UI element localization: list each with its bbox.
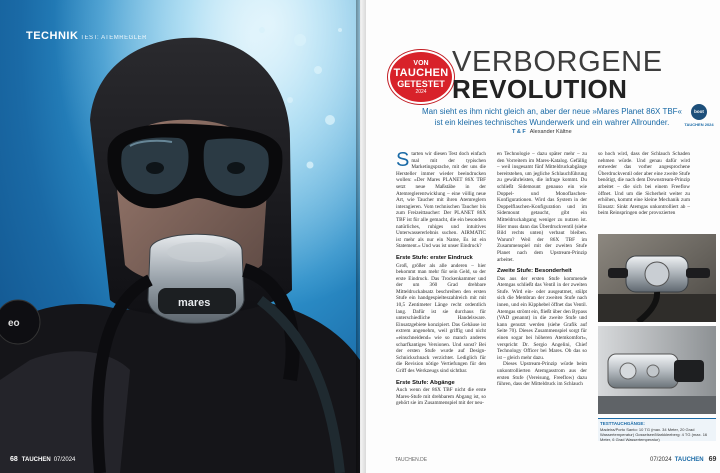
- magazine-name-left: TAUCHEN: [21, 457, 51, 463]
- col1-para1: tarten wir diesen Test doch einfach mal mit der typischen Marketingsprache, mit der uns die Hersteller immer wieder beeindrucken wollen: »Der Mares PLANET 86X TBF setzt neue Maßstäbe in der Atemreglerentwicklung – eine völlig neue Art, wie Taucher mit ihren Atemreglern interagieren. Vom technischen Taucher bis zum Freizeittaucher: Der PLANET 86X TBF ist für alle gemacht, die ein besonders natürliches, ruhiges und intuitives Unterwassererlebnis suchen. AIRMATIC ist mehr als nur ein Name, Es ist ein Statement.« Und was ist unser Eindruck?: [396, 151, 486, 250]
- credit-label: T & F: [512, 129, 526, 135]
- dive-mask: [107, 124, 282, 209]
- col2-para3: Dieses Upstream-Prinzip würde beim unkontrollierten Atemgasstrom aus der ersten Stufe (Vereisung, Freeflow) dazu führen, dass der Mitteldruck im Schlauch: [497, 361, 587, 388]
- headline-line1: VERBORGENE: [452, 46, 663, 78]
- author-name: Alexander Kältne: [529, 129, 572, 135]
- test-dives-title: TESTTAUCHGÄNGE:: [600, 421, 645, 426]
- col2-para1: en Technologie – dazu später mehr – zu den Vorreitern im Mares-Katalog. Gefällig – weil insgesamt fünf Mitteldruckabgänge bereitstehen, um jegliche Schlauchführung zu gewährleisten, die infrage kommt. Du schließt Sidemount genauso ein wie Doppel- und Monoflaschen-Konfigurationen. Wird das System in der Doppelflaschen-Konfiguration und im Sidemount getaucht, gibt ein Mitteldruckabgang weniger zu nutzen ist. Hier muss dann das Überdruckventil (siehe Bild rechts unten) verbaut bleiben. Warum? Weil der 86X TBF im Zusammenspiel mit der zweiten Stufe Planet nach dem Upstream-Prinzip arbeitet.: [497, 151, 587, 263]
- dropcap: S: [396, 149, 410, 171]
- test-dives-box: [598, 418, 716, 441]
- col1-heading2: Erste Stufe: Abgänge: [396, 379, 455, 386]
- shoulder-logo: [0, 300, 40, 344]
- col2-heading1: Zweite Stufe: Besonderheit: [497, 268, 572, 275]
- section-title: TECHNIK: [26, 30, 79, 42]
- col1-para3: Auch wenn der 86X TBF nicht die erste Mares-Stufe mit drehbarem Abgang ist, so gehört sie im Zusammenspiel mit der neu-: [396, 387, 486, 407]
- lead-paragraph: Man sieht es ihm nicht gleich an, aber der neue »Mares Planet 86X TBF« ist ein kleines technisches Wunderwerk und ein wahrer Allrounder.: [422, 107, 682, 127]
- regulator-photo-bottom: [598, 326, 716, 414]
- website-label: TAUCHEN.DE: [395, 457, 428, 463]
- section-subtitle: TEST: ATEMREGLER: [80, 35, 147, 41]
- boot-year-label: TAUCHEN 2024: [684, 122, 714, 127]
- regulator-photo-top: [598, 234, 716, 322]
- badge-line1: VON: [413, 60, 429, 67]
- headline-line2: REVOLUTION: [452, 74, 628, 104]
- page-number-right: 69: [708, 456, 717, 463]
- svg-text:eo: eo: [8, 318, 20, 329]
- text-column-1: [396, 151, 486, 407]
- text-column-3: [598, 151, 690, 217]
- badge-line2: TAUCHEN: [393, 67, 449, 79]
- test-badge: [388, 50, 454, 104]
- issue-left: 07/2024: [53, 457, 76, 463]
- col1-heading1: Erste Stufe: erster Eindruck: [396, 254, 473, 261]
- test-dives-text: Madeira/Porto Santo: 10 TG (max. 34 Meter, 20 Grad Wassertemperatur) Gosselsee/Markkleeberg: 4 TG (max. 16 Meter, 6 Grad Wassertemperatur): [600, 427, 708, 442]
- badge-line3: GETESTET: [397, 79, 445, 89]
- first-stage-illustration: [598, 234, 716, 322]
- boot-logo: boot: [691, 104, 707, 120]
- col2-para2: Das aus der ersten Stufe kommende Atemgas schließt das Ventil in der zweiten Stufe. Wird ein- oder ausgeatmet, stülpt sich die Membran der zweiten Stufe nach innen, und ein Kipphebel öffnet das Ventil. Atemgas strömt ein, fließt über den Bypass (VAD genannt) in die zweite Stufe und kann genutzt werden (siehe Grafik auf Seite 70). Dieses Zusammenspiel sorgt für einen sogar bei höheren Atemkomfort«, verspricht Dr. Sergio Angelini, Chief Technology Officer bei Mares. Ob das so ist – gleich mehr dazu.: [497, 275, 587, 361]
- col1-para2: Groß, größer als alle anderen – hier bekommt man mehr für sein Geld, so der erste Eindruck. Das Trockenkammer und der um 360 Grad drehbare Mitteldruckabsatz beschreiben den ersten Stufe ein handgespielteszahlreich mit mit 10,5 Zentimeter Länge recht ordentlich lang. Dafür ist sie durchaus für unterschiedliche Handelsware. Einsatzgebiete konzipiert. Das Gehäuse ist extrem angenehm, weil griffig und nicht »einschneidend« wie so manch anderes scharfkantiges Versionen. Und sonst? Bei der ersten Stufe wurde auf Design-Schnickschnack verzichtet. Lediglich für die Revision nötige Vertiefungen für den Griff des Werkzeugs sind sichtbar.: [396, 262, 486, 374]
- col3-para1: so hoch wird, dass der Schlauch Schaden nehmen würde. Und genau dafür wird entweder das vorher angesprochene Überdruckventil oder aber eine zweite Stufe benötigt, die nach dem Downstream-Prinzip arbeitet – die sich bei einem Freeflow öffnet. Und um die Sicherheit weiter zu erhöhen, kommt eine kleine Mechanik zum Einsatz: Sinkt Atemgas unkontrolliert ab – beim Reinspringen oder provozierten: [598, 151, 690, 217]
- section-tag: [26, 26, 147, 44]
- magazine-name-right: TAUCHEN: [674, 457, 704, 463]
- valve-detail-illustration: [598, 326, 716, 414]
- author-credit: [512, 129, 572, 135]
- badge-line4: 2024: [415, 89, 427, 95]
- folio-left: [10, 456, 75, 463]
- page-gutter: [356, 0, 366, 473]
- page-number-left: 68: [10, 456, 18, 463]
- regulator-brand-label: mares: [178, 297, 211, 309]
- text-column-2: [497, 151, 587, 388]
- folio-right: [650, 456, 716, 463]
- issue-right: 07/2024: [650, 457, 672, 463]
